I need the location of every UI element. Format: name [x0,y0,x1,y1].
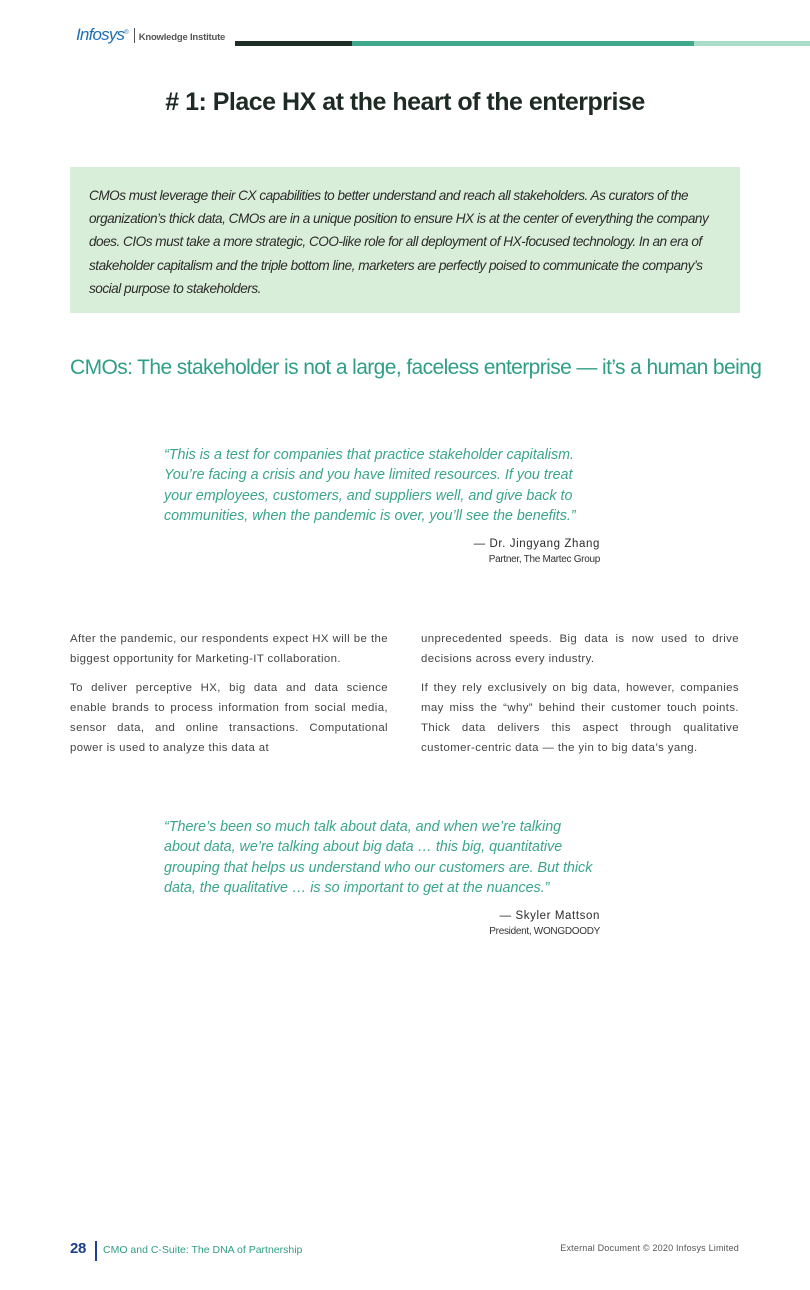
summary-text: CMOs must leverage their CX capabilities to better understand and reach all stakeholders. As curators of the organization’s thick data, CMOs are in a unique position to ensure HX is at the center of everything the company does. CIOs must take a more strategic, COO-like role for all deployment of HX-focused technology. In an era of stakeholder capitalism and the triple bottom line, marketers are perfectly poised to communicate the company’s social purpose to stakeholders. [89,188,709,296]
quote-text: “There’s been so much talk about data, and when we’re talking about data, we’re talking about big data … this big, quantitative grouping that helps us understand who our customers are. But thick data, the qualitative … is so important to get at the nuances.” [164,819,593,896]
page-number: 28 [70,1240,87,1257]
body-paragraph: After the pandemic, our respondents expect HX will be the biggest opportunity for Marketing-IT collaboration. [70,633,388,665]
body-paragraph: unprecedented speeds. Big data is now used to drive decisions across every industry. [421,633,739,665]
pull-quote-mattson [164,817,600,937]
logo-brand: Infosys [76,25,125,44]
logo-divider [134,28,135,43]
page-header [0,0,810,60]
pull-quote-zhang [164,445,600,565]
quote-text: “This is a test for companies that practice stakeholder capitalism. You’re facing a crisis and you have limited resources. If you treat your employees, customers, and suppliers well, and give back to communities, when the pandemic is over, you’ll see the benefits.” [164,447,576,524]
infosys-logo [76,26,225,44]
body-paragraph: If they rely exclusively on big data, however, companies may miss the “why” behind their customer touch points. Thick data delivers this aspect through qualitative customer-centric data — the yin to big data’s yang. [421,682,739,754]
summary-box [70,167,740,313]
page-title: # 1: Place HX at the heart of the enterprise [165,88,645,116]
body-paragraph: To deliver perceptive HX, big data and data science enable brands to process information from social media, sensor data, and online transactions. Computational power is used to analyze this data at [70,682,388,754]
logo-registered-mark: ® [124,30,129,36]
header-bar-light [694,41,810,46]
header-bar-dark [235,41,352,46]
body-column-right [421,629,739,767]
footer-divider [95,1241,97,1261]
logo-institute: Knowledge Institute [138,32,226,43]
quote-role: President, WONGDOODY [489,926,600,938]
quote-role: Partner, The Martec Group [488,554,600,566]
section-subheading: CMOs: The stakeholder is not a large, faceless enterprise — it’s a human being [70,356,762,379]
header-bar-green [352,41,694,46]
footer-copyright: External Document © 2020 Infosys Limited [560,1243,739,1253]
footer-doc-title: CMO and C-Suite: The DNA of Partnership [103,1244,303,1256]
quote-author: — Dr. Jingyang Zhang [473,538,600,551]
quote-author: — Skyler Mattson [499,910,600,923]
body-column-left [70,629,388,767]
